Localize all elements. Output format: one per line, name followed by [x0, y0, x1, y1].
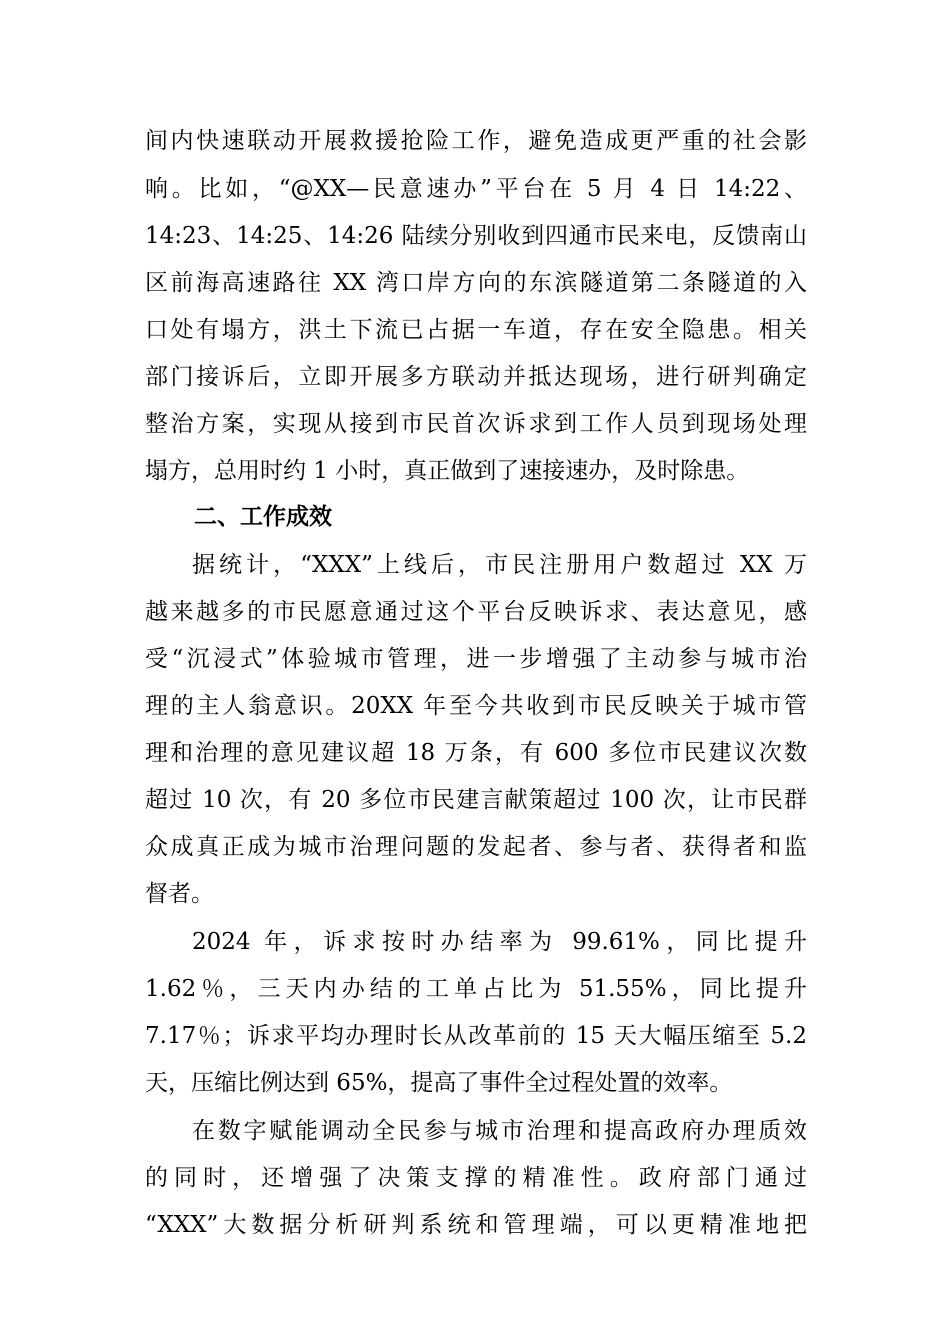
paragraph-line: 整治方案，实现从接到市民首次诉求到工作人员到现场处理 [145, 411, 807, 437]
paragraph-line: “XXX”大数据分析研判系统和管理端，可以更精准地把 [145, 1212, 807, 1238]
paragraph-line: 越来越多的市民愿意通过这个平台反映诉求、表达意见，感 [145, 599, 807, 625]
paragraph-line: 塌方，总用时约 1 小时，真正做到了速接速办，及时除患。 [145, 458, 750, 484]
paragraph-line: 众成真正成为城市治理问题的发起者、参与者、获得者和监 [145, 834, 807, 860]
paragraph-line: 受“沉浸式”体验城市管理，进一步增强了主动参与城市治 [145, 646, 807, 672]
paragraph-line: 的同时，还增强了决策支撑的精准性。政府部门通过 [145, 1165, 807, 1191]
section-heading: 二、工作成效 [194, 504, 332, 530]
paragraph-line: 间内快速联动开展救援抢险工作，避免造成更严重的社会影 [145, 128, 807, 154]
paragraph-line: 天，压缩比例达到 65%，提高了事件全过程处置的效率。 [145, 1070, 733, 1096]
paragraph-line: 口处有塌方，洪土下流已占据一车道，存在安全隐患。相关 [145, 317, 807, 343]
paragraph-line: 响。比如，“@XX—民意速办”平台在 5 月 4 日 14:22、 [145, 176, 807, 202]
paragraph-line: 1.62％，三天内办结的工单占比为 51.55%，同比提升 [145, 976, 807, 1002]
paragraph-line: 据统计，“XXX”上线后，市民注册用户数超过 XX 万 [192, 552, 807, 578]
paragraph-line: 7.17％；诉求平均办理时长从改革前的 15 天大幅压缩至 5.2 [145, 1023, 807, 1049]
paragraph-line: 部门接诉后，立即开展多方联动并抵达现场，进行研判确定 [145, 364, 807, 390]
paragraph-line: 督者。 [145, 881, 214, 907]
paragraph-line: 2024 年，诉求按时办结率为 99.61%，同比提升 [192, 929, 807, 955]
paragraph-line: 超过 10 次，有 20 多位市民建言献策超过 100 次，让市民群 [145, 787, 807, 813]
paragraph-line: 在数字赋能调动全民参与城市治理和提高政府办理质效 [192, 1118, 807, 1144]
paragraph-line: 区前海高速路往 XX 湾口岸方向的东滨隧道第二条隧道的入 [145, 270, 807, 296]
paragraph-line: 14:23、14:25、14:26 陆续分别收到四通市民来电，反馈南山 [145, 223, 807, 249]
paragraph-line: 理和治理的意见建议超 18 万条，有 600 多位市民建议次数 [145, 740, 807, 766]
paragraph-line: 理的主人翁意识。20XX 年至今共收到市民反映关于城市管 [145, 693, 807, 719]
